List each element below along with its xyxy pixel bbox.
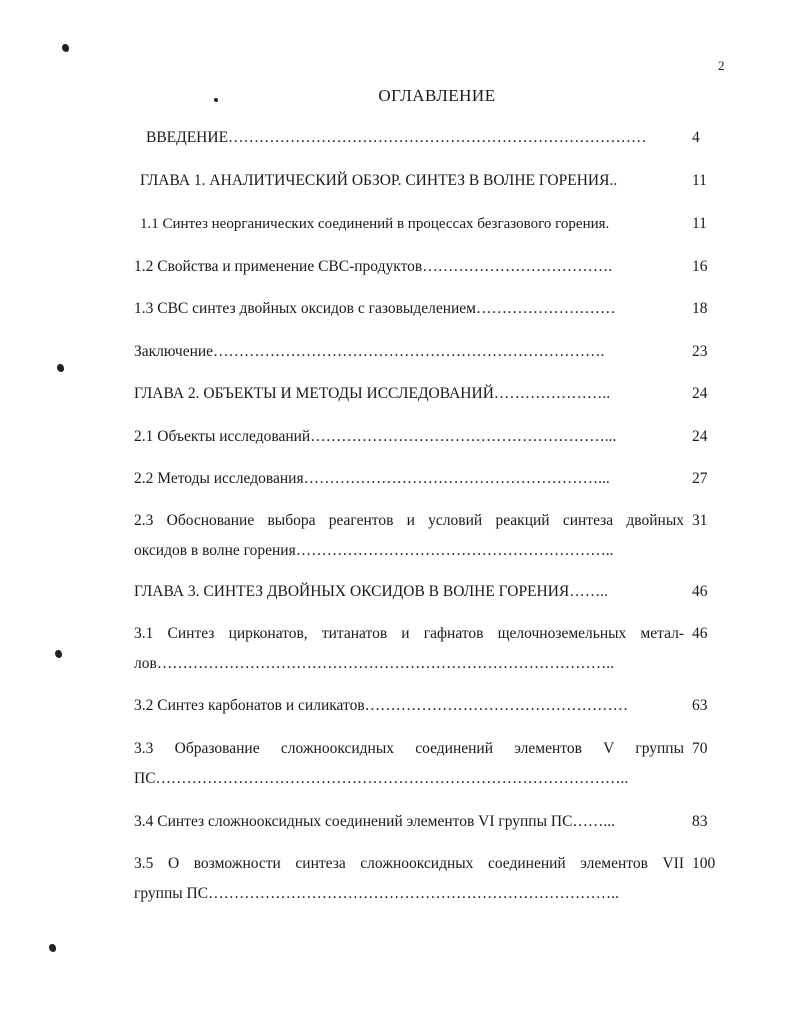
toc-entry-page: 11 — [692, 172, 707, 189]
toc-entry-3-2 — [134, 694, 679, 718]
toc-entry-page: 46 — [692, 583, 708, 600]
toc-entry-3-1 — [134, 622, 684, 676]
toc-entry-page: 46 — [692, 625, 708, 642]
toc-entry-page: 83 — [692, 813, 708, 830]
scan-speck — [62, 44, 69, 52]
scan-speck — [214, 98, 218, 102]
page-number: 2 — [718, 58, 725, 73]
toc-entry-page: 23 — [692, 343, 708, 360]
toc-title: ОГЛАВЛЕНИЕ — [378, 86, 496, 105]
toc-entry-text: ГЛАВА 1. АНАЛИТИЧЕСКИЙ ОБЗОР. СИНТЕЗ В ВОЛНЕ ГОРЕНИЯ.. — [140, 172, 618, 189]
toc-entry-text: 3.2 Синтез карбонатов и силикатов…………………………………………… — [134, 697, 629, 714]
toc-entry-text-line2: оксидов в волне горения…………………………………………………….. — [134, 542, 614, 559]
toc-entry-chapter-1 — [140, 169, 680, 193]
toc-entry-text-line2: группы ПС…………………………………………………………………….. — [134, 885, 619, 902]
toc-entry-page: 16 — [692, 258, 708, 275]
toc-entry-text: 3.3 Образование сложнооксидных соединений элементов V группы — [134, 740, 684, 757]
toc-entry-text: 3.1 Синтез цирконатов, титанатов и гафнатов щелочноземельных метал- — [134, 625, 684, 642]
toc-entry-text-line2: ПС……………………………………………………………………………….. — [134, 770, 629, 787]
toc-entry-text: ГЛАВА 3. СИНТЕЗ ДВОЙНЫХ ОКСИДОВ В ВОЛНЕ ГОРЕНИЯ…….. — [134, 583, 609, 600]
toc-entry-text: 3.5 О возможности синтеза сложнооксидных соединений элементов VII — [134, 855, 684, 872]
toc-entry-introduction — [146, 126, 676, 150]
toc-entry-page: 100 — [692, 855, 716, 872]
scan-speck — [57, 364, 64, 372]
toc-entry-3-4 — [134, 810, 679, 834]
scan-speck — [55, 650, 62, 658]
toc-entry-text-line2: лов…………………………………………………………………………….. — [134, 655, 615, 672]
toc-entry-conclusion — [134, 340, 679, 364]
toc-entry-text: 2.2 Методы исследования…………………………………………………... — [134, 470, 610, 487]
toc-entry-page: 70 — [692, 740, 708, 757]
toc-entry-text: 3.4 Синтез сложнооксидных соединений элементов VI группы ПС……... — [134, 813, 616, 830]
toc-entry-page: 4 — [692, 129, 700, 146]
toc-entry-text: 1.1 Синтез неорганических соединений в процессах безгазового горения. — [140, 216, 610, 232]
toc-entry-text: 2.3 Обоснование выбора реагентов и условий реакций синтеза двойных — [134, 512, 684, 529]
toc-entry-text: 1.2 Свойства и применение СВС-продуктов………………………………. — [134, 258, 613, 275]
toc-entry-1-1 — [140, 212, 685, 236]
toc-entry-page: 24 — [692, 428, 708, 445]
toc-entry-text: ГЛАВА 2. ОБЪЕКТЫ И МЕТОДЫ ИССЛЕДОВАНИЙ………………….. — [134, 385, 611, 402]
toc-entry-page: 24 — [692, 385, 708, 402]
toc-entry-page: 31 — [692, 512, 708, 529]
toc-entry-page: 18 — [692, 300, 708, 317]
toc-entry-1-3 — [134, 297, 679, 321]
toc-entry-chapter-2 — [134, 382, 679, 406]
toc-entry-page: 27 — [692, 470, 708, 487]
toc-entry-2-3 — [134, 509, 684, 563]
toc-entry-chapter-3 — [134, 580, 679, 604]
toc-entry-text: ВВЕДЕНИЕ……………………………………………………………………… — [146, 129, 647, 146]
toc-entry-2-1 — [134, 425, 679, 449]
toc-entry-page: 11 — [692, 215, 707, 232]
toc-entry-3-5 — [134, 852, 684, 906]
scan-speck — [49, 944, 56, 952]
toc-entry-text: 1.3 СВС синтез двойных оксидов с газовыделением……………………… — [134, 300, 616, 317]
toc-entry-2-2 — [134, 467, 679, 491]
toc-entry-3-3 — [134, 737, 684, 791]
toc-entry-page: 63 — [692, 697, 708, 714]
toc-entry-1-2 — [134, 255, 679, 279]
toc-entry-text: Заключение…………………………………………………………………. — [134, 343, 605, 360]
toc-entry-text: 2.1 Объекты исследований…………………………………………………... — [134, 428, 617, 445]
